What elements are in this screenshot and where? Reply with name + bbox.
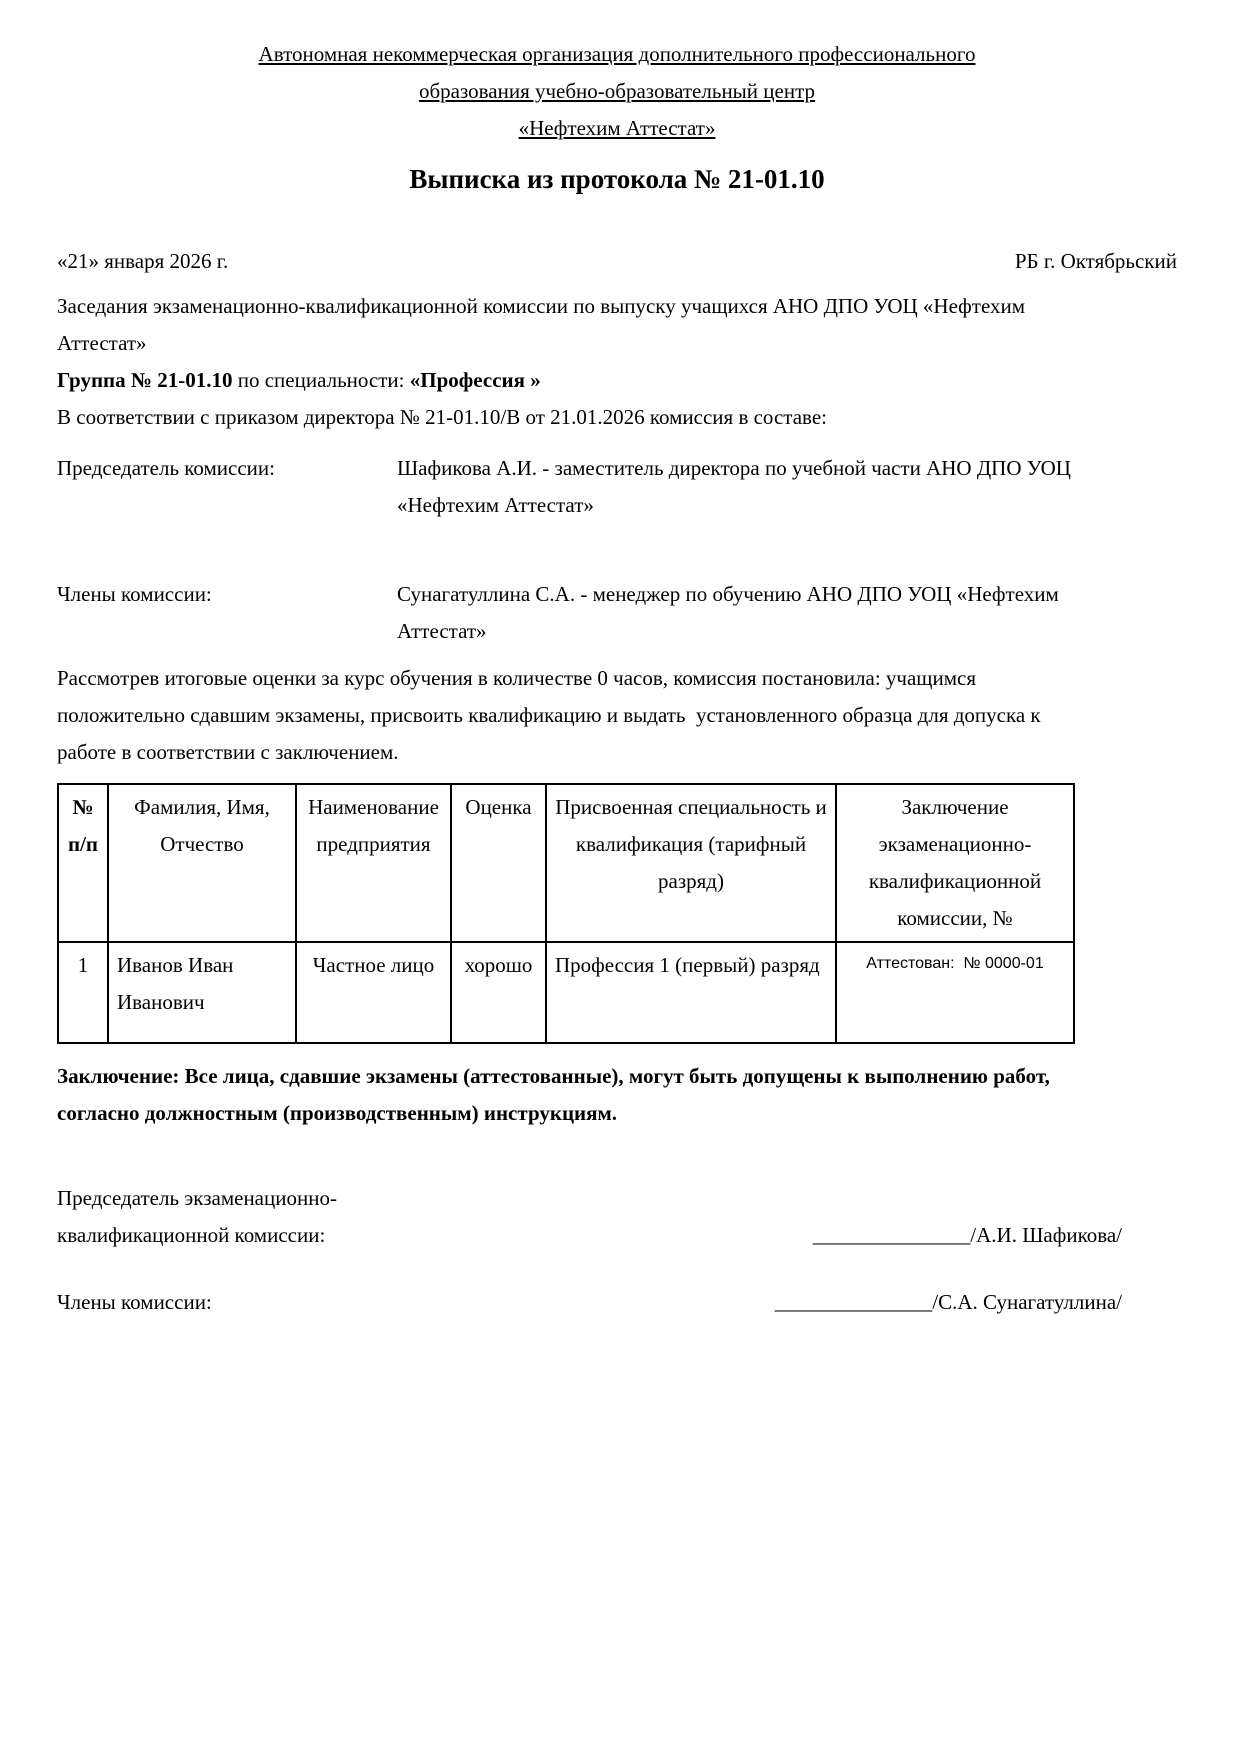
org-header-line [57, 73, 1177, 110]
cell-fullname: Иванов Иван Иванович [108, 942, 296, 1043]
table-header-row [58, 784, 1074, 942]
signature-line: _______________ [812, 1223, 971, 1247]
intro-paragraph [57, 288, 1177, 436]
group-number: Группа № 21-01.10 [57, 368, 233, 392]
org-line-3: «Нефтехим Аттестат» [518, 116, 716, 140]
commission-chair-value-line: Шафикова А.И. - заместитель директора по учебной части АНО ДПО УОЦ [397, 456, 1071, 480]
header-cell-fullname: Фамилия, Имя, Отчество [108, 784, 296, 942]
signature-chair-label-line: Председатель экзаменационно- [57, 1186, 337, 1210]
commission-chair-label: Председатель комиссии: [57, 456, 275, 480]
group-line [57, 362, 1177, 399]
commission-members-value-line: Сунагатуллина С.А. - менеджер по обучению АНО ДПО УОЦ «Нефтехим [397, 582, 1059, 606]
org-header-line [57, 110, 1177, 147]
signature-members-sign-area [775, 1284, 1122, 1321]
table-row [58, 942, 1074, 1043]
header-cell-specialty: Присвоенная специальность и квалификация (тарифный разряд) [546, 784, 836, 942]
cell-number: 1 [58, 942, 108, 1043]
page-title: Выписка из протокола № 21-01.10 [409, 164, 825, 194]
results-table [57, 783, 1075, 1044]
org-line-2: образования учебно-образовательный центр [418, 79, 816, 103]
header-cell-number: № п/п [58, 784, 108, 942]
cell-company: Частное лицо [296, 942, 451, 1043]
commission-members-value-line: Аттестат» [397, 619, 487, 643]
intro-line: Аттестат» [57, 331, 147, 355]
resolution-line: положительно сдавшим экзамены, присвоить квалификацию и выдать установленного образца для допуска к [57, 703, 1041, 727]
resolution-paragraph [57, 660, 1177, 771]
place-text: РБ г. Октябрьский [1014, 249, 1177, 273]
signature-chair-label-line: квалификационной комиссии: [57, 1223, 326, 1247]
header-cell-company: Наименование предприятия [296, 784, 451, 942]
org-header [57, 36, 1177, 147]
cell-specialty: Профессия 1 (первый) разряд [546, 942, 836, 1043]
signature-members-label: Члены комиссии: [57, 1290, 212, 1314]
header-cell-grade: Оценка [451, 784, 546, 942]
org-line-1: Автономная некоммерческая организация дополнительного профессионального [258, 42, 976, 66]
commission-members-row [57, 576, 1177, 650]
cell-conclusion: Аттестован: № 0000-01 [836, 942, 1074, 1043]
signature-chair-name: /А.И. Шафикова/ [970, 1223, 1122, 1247]
resolution-line: Рассмотрев итоговые оценки за курс обучения в количестве 0 часов, комиссия постановила: учащимся [57, 666, 976, 690]
header-cell-conclusion: Заключение экзаменационно-квалификационной комиссии, № [836, 784, 1074, 942]
conclusion-line: Заключение: Все лица, сдавшие экзамены (аттестованные), могут быть допущены к выполнению работ, [57, 1064, 1050, 1088]
commission-chair-value [397, 450, 1177, 524]
date-place-row [57, 243, 1177, 280]
order-line: В соответствии с приказом директора № 21-01.10/В от 21.01.2026 комиссия в составе: [57, 405, 827, 429]
resolution-line: работе в соответствии с заключением. [57, 740, 399, 764]
signature-line: _______________ [774, 1290, 933, 1314]
signature-row-members [57, 1284, 1177, 1321]
signature-chair-sign-area [813, 1217, 1122, 1254]
cell-grade: хорошо [451, 942, 546, 1043]
signature-chair-label [57, 1180, 337, 1254]
signature-members-name: /С.А. Сунагатуллина/ [932, 1290, 1122, 1314]
org-header-line [57, 36, 1177, 73]
commission-members-value [397, 576, 1177, 650]
group-middle: по специальности: [232, 368, 410, 392]
conclusion-paragraph [57, 1058, 1177, 1132]
commission-chair-row [57, 450, 1177, 524]
commission-members-label: Члены комиссии: [57, 582, 212, 606]
group-profession: «Профессия » [409, 368, 541, 392]
conclusion-line: согласно должностным (производственным) инструкциям. [57, 1101, 618, 1125]
commission-chair-value-line: «Нефтехим Аттестат» [397, 493, 594, 517]
intro-line: Заседания экзаменационно-квалификационной комиссии по выпуску учащихся АНО ДПО УОЦ «Нефтехим [57, 294, 1026, 318]
signature-row-chair [57, 1180, 1177, 1254]
date-text: «21» января 2026 г. [57, 249, 229, 273]
